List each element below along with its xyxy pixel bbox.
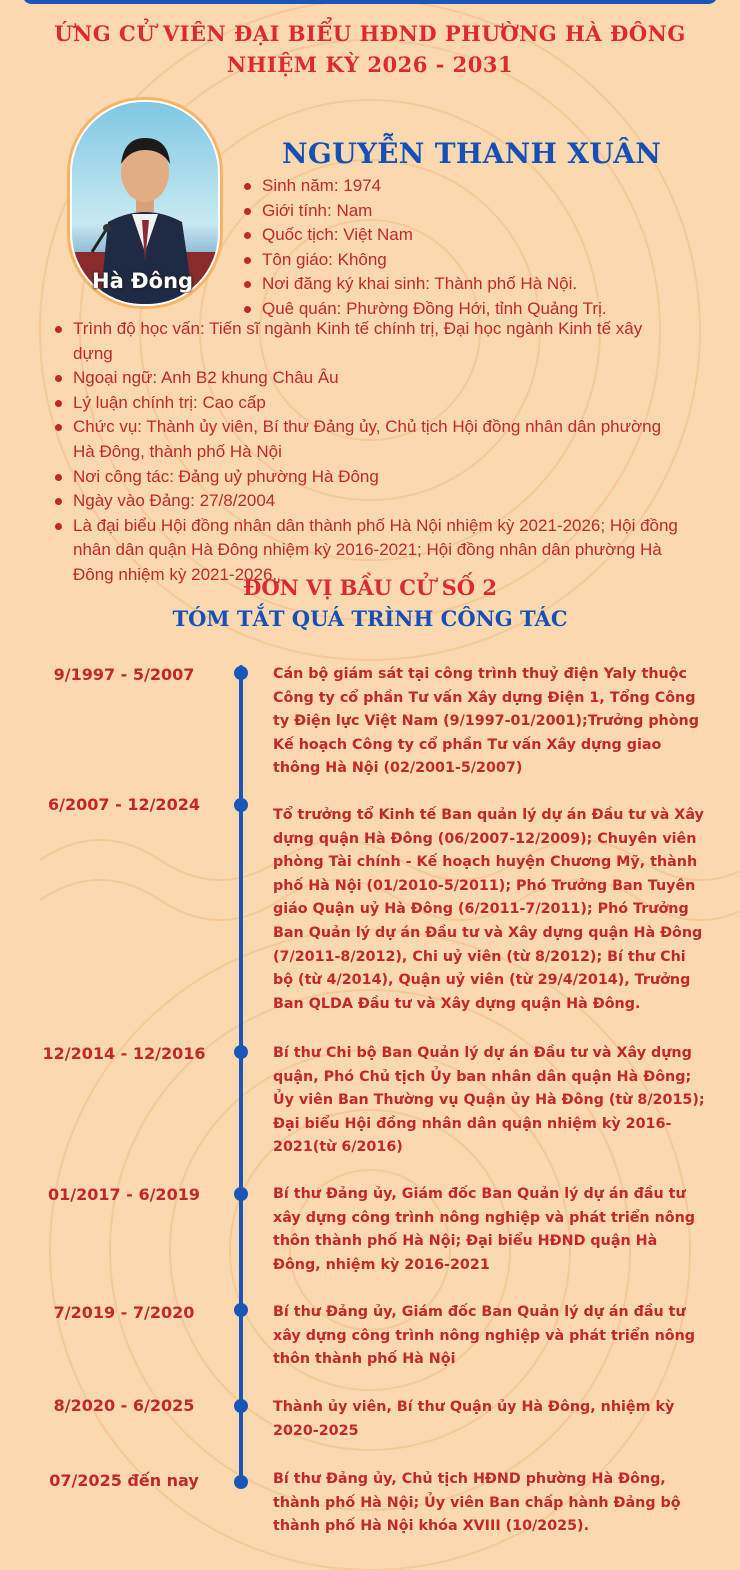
timeline-period: 6/2007 - 12/2024 [48,795,200,814]
electoral-unit-heading: ĐƠN VỊ BẦU CỬ SỐ 2 [243,575,497,600]
timeline-period: 7/2019 - 7/2020 [53,1303,195,1322]
timeline-description: Bí thư Đảng ủy, Giám đốc Ban Quản lý dự án đầu tư xây dựng công trình nông nghiệp và phát triển nông thôn thành phố Hà Nội; Đại biểu HĐND quận Hà Đông, nhiệm kỳ 2016-2021 [273,1186,695,1273]
timeline-line [239,665,243,1485]
qualification-info-list [55,317,685,588]
info-political-theory: Lý luận chính trị: Cao cấp [55,391,685,416]
timeline-description: Tổ trưởng tổ Kinh tế Ban quản lý dự án Đầu tư và Xây dựng quận Hà Đông (06/2007-12/2009); Chuyên viên phòng Tài chính - Kế hoạch huyện Chương Mỹ, thành phố Hà Nội (01/2010-5/2011); Phó Trưởng Ban Tuyên giáo Quận uỷ Hà Đông (6/2011-7/2011); Phó Trưởng Ban Quản lý dự án Đầu tư và Xây dựng quận Hà Đông (7/2011-8/2012), Chi uỷ viên (từ 8/2012); Bí thư Chi bộ (từ 4/2014), Quận uỷ viên (từ 29/4/2014), Trưởng Ban QLDA Đầu tư và Xây dựng quận Hà Đông. [273,807,704,1012]
info-hometown: Quê quán: Phường Đồng Hới, tỉnh Quảng Trị. [244,297,724,322]
info-party-join-date: Ngày vào Đảng: 27/8/2004 [55,489,685,514]
header-title-line1: ỨNG CỬ VIÊN ĐẠI BIỂU HĐND PHƯỜNG HÀ ĐÔNG [54,21,686,46]
info-religion: Tôn giáo: Không [244,248,724,273]
info-birth-registration: Nơi đăng ký khai sinh: Thành phố Hà Nội. [244,272,724,297]
timeline-description: Thành ủy viên, Bí thư Quận ủy Hà Đông, nhiệm kỳ 2020-2025 [273,1399,675,1439]
timeline-dot [234,1187,248,1201]
header-title-line2: NHIỆM KỲ 2026 - 2031 [226,52,514,77]
info-workplace: Nơi công tác: Đảng uỷ phường Hà Đông [55,465,685,490]
timeline-period: 8/2020 - 6/2025 [53,1396,195,1415]
timeline-dot [234,1045,248,1059]
info-gender: Giới tính: Nam [244,199,724,224]
info-foreign-language: Ngoại ngữ: Anh B2 khung Châu Âu [55,366,685,391]
timeline-description: Bí thư Chi bộ Ban Quản lý dự án Đầu tư và Xây dựng quận, Phó Chủ tịch Ủy ban nhân dân quận Hà Đông; Ủy viên Ban Thường vụ Quận ủy Hà Đông (từ 8/2015); Đại biểu Hội đồng nhân dân quận nhiệm kỳ 2016-2021(từ 6/2016) [273,1045,705,1156]
info-education: Trình độ học vấn: Tiến sĩ ngành Kinh tế chính trị, Đại học ngành Kinh tế xây dựng [55,317,685,366]
timeline-period: 9/1997 - 5/2007 [53,665,195,684]
info-birth-year: Sinh năm: 1974 [244,174,724,199]
info-delegate-history: Là đại biểu Hội đồng nhân dân thành phố Hà Nội nhiệm kỳ 2021-2026; Hội đồng nhân dân quận Hà Đông nhiệm kỳ 2016-2021; Hội đồng nhân dân phường Hà Đông nhiệm kỳ 2021-2026. [55,514,685,588]
timeline-dot [234,798,248,812]
career-summary-heading: TÓM TẮT QUÁ TRÌNH CÔNG TÁC [172,606,568,631]
candidate-name: NGUYỄN THANH XUÂN [282,137,662,170]
info-nationality: Quốc tịch: Việt Nam [244,223,724,248]
timeline-description: Cán bộ giám sát tại công trình thuỷ điện Yaly thuộc Công ty cổ phần Tư vấn Xây dựng Điện 1, Tổng Công ty Điện lực Việt Nam (9/1997-01/2001);Trưởng phòng Kế hoạch Công ty cổ phần Tư vấn Xây dựng giao thông Hà Nội (02/2001-5/2007) [273,666,699,777]
portrait-caption: Hà Đông [92,269,194,293]
timeline-period: 12/2014 - 12/2016 [42,1044,206,1063]
timeline-description: Bí thư Đảng ủy, Chủ tịch HĐND phường Hà Đông, thành phố Hà Nội; Ủy viên Ban chấp hành Đảng bộ thành phố Hà Nội khóa XVIII (10/2025). [273,1471,681,1535]
info-position: Chức vụ: Thành ủy viên, Bí thư Đảng ủy, Chủ tịch Hội đồng nhân dân phường Hà Đông, thành phố Hà Nội [55,415,685,464]
timeline-period: 01/2017 - 6/2019 [48,1185,200,1204]
timeline-dot [234,1303,248,1317]
timeline-dot [234,666,248,680]
timeline-dot [234,1399,248,1413]
timeline-dot [234,1475,248,1489]
timeline-period: 07/2025 đến nay [49,1471,199,1490]
personal-info-list [244,174,724,322]
timeline-description: Bí thư Đảng ủy, Giám đốc Ban Quản lý dự án đầu tư xây dựng công trình nông nghiệp và phát triển nông thôn thành phố Hà Nội [273,1304,695,1368]
